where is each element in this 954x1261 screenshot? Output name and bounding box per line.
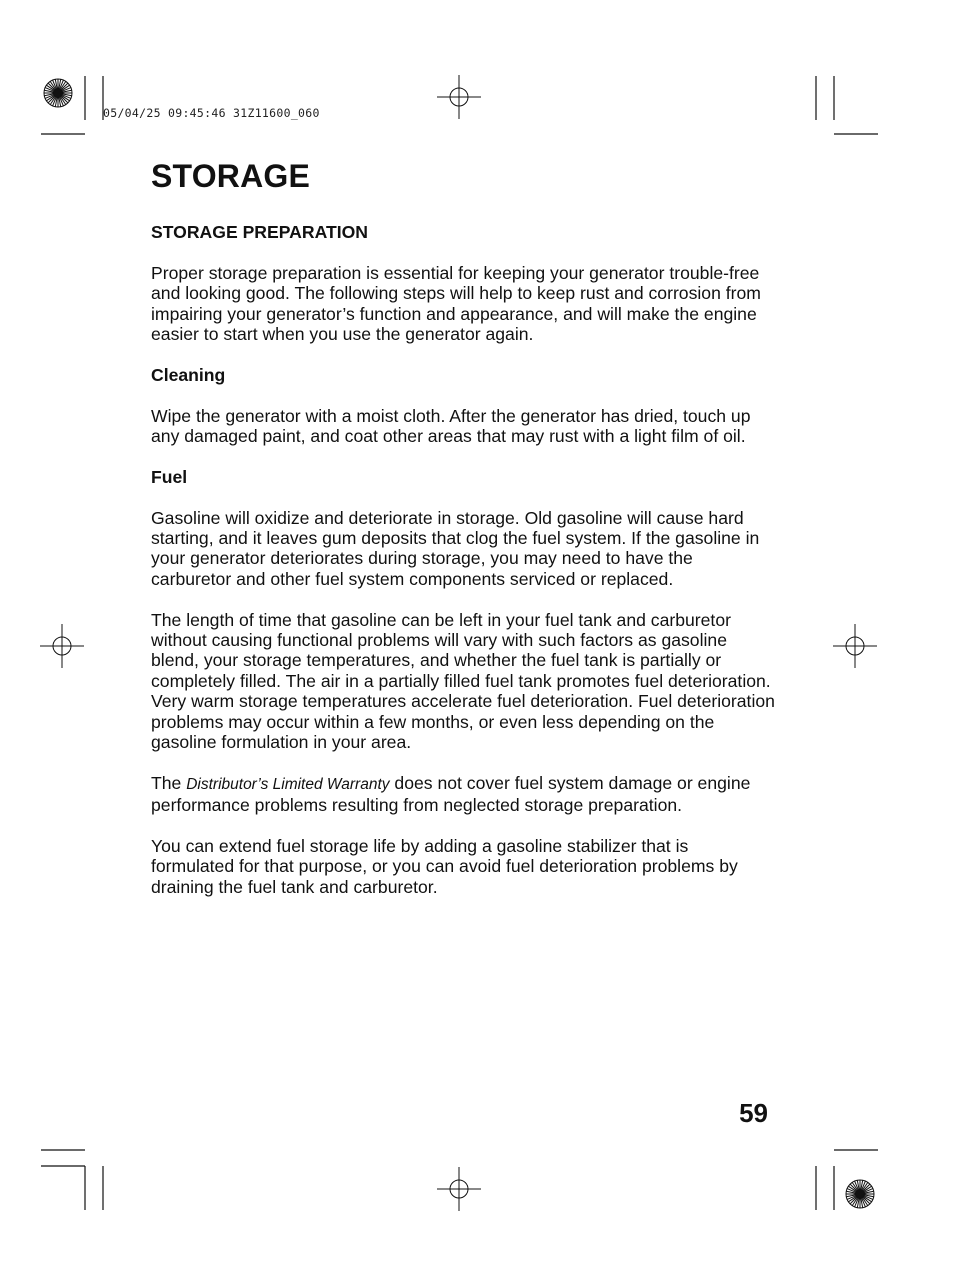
warranty-prefix: The xyxy=(151,772,187,793)
cleaning-heading: Cleaning xyxy=(151,364,226,385)
page-number: 59 xyxy=(739,1098,768,1128)
fuel-heading: Fuel xyxy=(151,466,188,487)
print-slug: 05/04/25 09:45:46 31Z11600_060 xyxy=(103,106,320,120)
registration-mark-left xyxy=(40,624,84,668)
fuel-paragraph-1: Gasoline will oxidize and deteriorate in storage. Old gasoline will cause hard starting, and it leaves gum deposits that clog the fuel system. If the gasoline in your generator deteriorates during storage, you may need to have the carburetor and other fuel system components serviced or replaced. xyxy=(151,507,760,589)
fuel-paragraph-2: The length of time that gasoline can be left in your fuel tank and carburetor without causing functional problems will vary with such factors as gasoline blend, your storage temperatures, and whether the fuel tank is partially or completely filled. The air in a partially filled fuel tank promotes fuel deterioration. Very warm storage temperatures accelerate fuel deterioration. Fuel deterioration problems may occur within a few months, or even less depending on the gasoline formulation in your area. xyxy=(151,609,775,753)
section-heading: STORAGE PREPARATION xyxy=(151,222,369,242)
registration-mark-top xyxy=(437,75,481,119)
warranty-name: Distributor’s Limited Warranty xyxy=(186,775,390,793)
intro-paragraph: Proper storage preparation is essential for keeping your generator trouble-free and looking good. The following steps will help to keep rust and corrosion from impairing your generator’s function and appearance, and will make the engine easier to start when you use the generator again. xyxy=(151,262,761,345)
warranty-paragraph xyxy=(151,773,776,816)
cleaning-paragraph: Wipe the generator with a moist cloth. After the generator has dried, touch up any damaged paint, and coat other areas that may rust with a light film of oil. xyxy=(151,405,751,447)
page-content xyxy=(151,222,776,918)
warranty-suffix: does not cover fuel system damage or engine performance problems resulting from neglected storage preparation. xyxy=(151,772,751,816)
fuel-paragraph-4: You can extend fuel storage life by adding a gasoline stabilizer that is formulated for that purpose, or you can avoid fuel deterioration problems by draining the fuel tank and carburetor. xyxy=(151,836,738,897)
starburst-mark-top-left xyxy=(44,79,72,107)
registration-mark-right xyxy=(833,624,877,668)
starburst-mark-bottom-right xyxy=(846,1180,874,1208)
registration-mark-bottom xyxy=(437,1167,481,1211)
page-title: STORAGE xyxy=(151,158,311,194)
